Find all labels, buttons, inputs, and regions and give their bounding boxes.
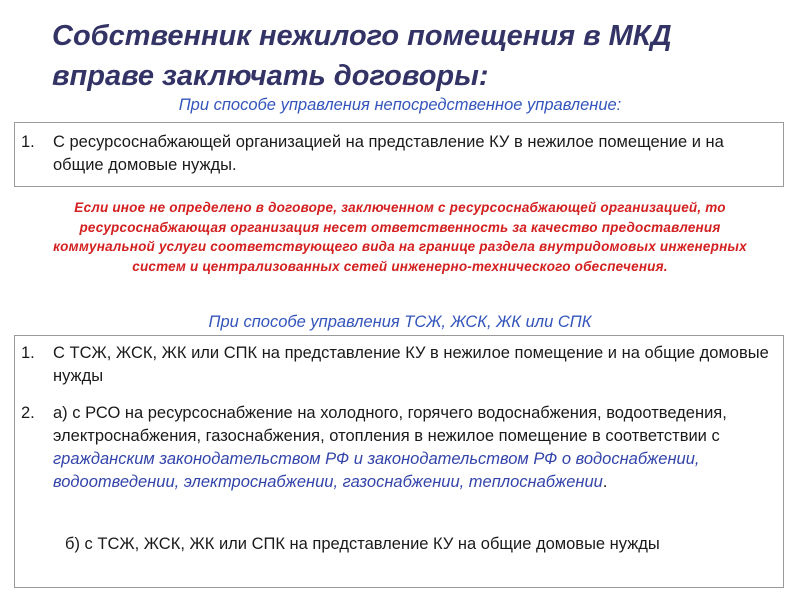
list-item-number: 1.: [21, 133, 35, 151]
list-item-text: С ТСЖ, ЖСК, ЖК или СПК на представление КУ в нежилое помещение и на общие домовые нужды: [53, 344, 769, 385]
responsibility-note: Если иное не определено в договоре, заключенном с ресурсоснабжающей организацией, то ресурсоснабжающая организация несет ответственность за качество предоставления коммунальной услуги соответствующего вида на границе раздела внутридомовых инженерных систем и централизованных сетей инженерно-технического обеспечения.: [53, 200, 747, 274]
list-item-text: [53, 402, 773, 494]
list-item-text-end: .: [602, 473, 608, 491]
section2-heading: При способе управления ТСЖ, ЖСК, ЖК или СПК: [208, 313, 592, 331]
list-item-text: С ресурсоснабжающей организацией на представление КУ в нежилое помещение и на общие домовые нужды.: [53, 133, 724, 174]
list-item-number: 1.: [21, 344, 35, 362]
section2-box: [14, 335, 784, 588]
list-item-text: б) с ТСЖ, ЖСК, ЖК или СПК на представление КУ на общие домовые нужды: [65, 535, 660, 553]
legislation-reference: гражданским законодательством РФ и законодательством РФ о водоснабжении, водоотведении, электроснабжении, газоснабжении, теплоснабжении: [53, 450, 700, 491]
page-title: Собственник нежилого помещения в МКД вправе заключать договоры:: [52, 20, 672, 92]
section1-box: [14, 122, 784, 187]
list-item-text-plain: а) с РСО на ресурсоснабжение на холодного, горячего водоснабжения, водоотведения, электроснабжения, газоснабжения, отопления в нежилое помещение в соответствии с: [53, 404, 727, 445]
list-item-number: 2.: [21, 404, 35, 422]
section1-heading: При способе управления непосредственное управление:: [178, 96, 622, 114]
